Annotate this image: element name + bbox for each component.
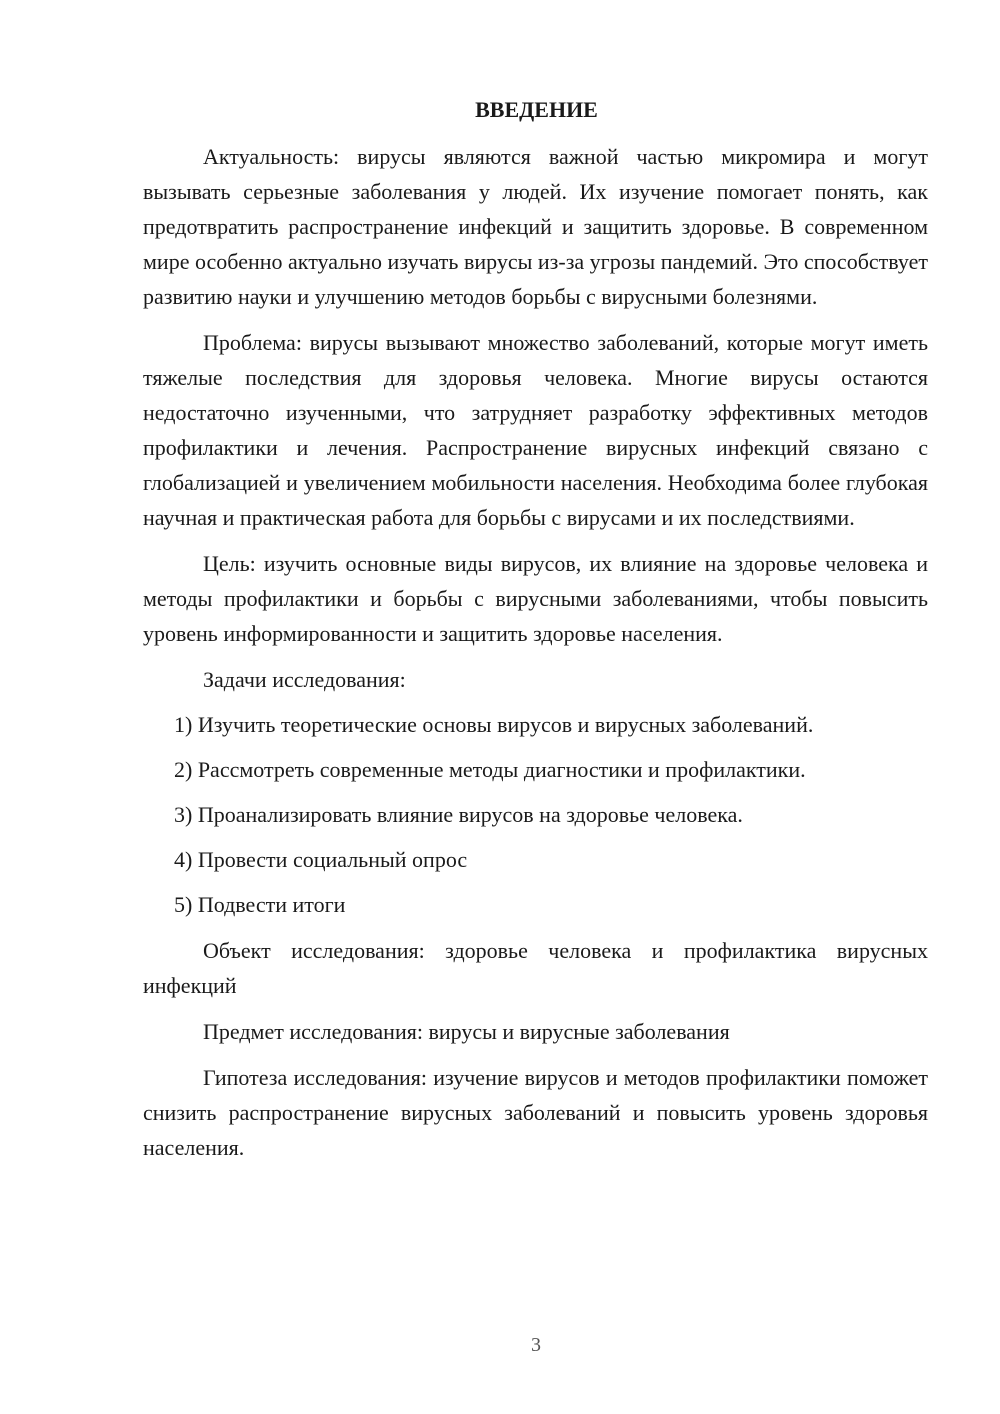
tasks-heading: Задачи исследования: — [203, 667, 406, 692]
task-item: 2) Рассмотреть современные методы диагностики и профилактики. — [174, 757, 806, 782]
task-item: 4) Провести социальный опрос — [174, 847, 468, 872]
task-item: 5) Подвести итоги — [174, 892, 346, 917]
object-paragraph: Объект исследования: здоровье человека и профилактика вирусных инфекций — [143, 938, 928, 998]
task-item: 3) Проанализировать влияние вирусов на здоровье человека. — [174, 802, 743, 827]
page-number: 3 — [531, 1334, 541, 1356]
hypothesis-paragraph: Гипотеза исследования: изучение вирусов и методов профилактики поможет снизить распространение вирусных заболеваний и повысить уровень здоровья населения. — [143, 1065, 928, 1160]
document-body — [143, 95, 928, 1165]
tasks-list — [143, 707, 928, 922]
relevance-paragraph: Актуальность: вирусы являются важной частью микромира и могут вызывать серьезные заболевания у людей. Их изучение помогает понять, как предотвратить распространение инфекций и защитить здоровье. В современном мире особенно актуально изучать вирусы из-за угрозы пандемий. Это способствует развитию науки и улучшению методов борьбы с вирусными болезнями. — [143, 144, 928, 309]
problem-paragraph: Проблема: вирусы вызывают множество заболеваний, которые могут иметь тяжелые последствия для здоровья человека. Многие вирусы остаются недостаточно изученными, что затрудняет разработку эффективных методов профилактики и лечения. Распространение вирусных инфекций связано с глобализацией и увеличением мобильности населения. Необходима более глубокая научная и практическая работа для борьбы с вирусами и их последствиями. — [143, 330, 928, 530]
page-title: ВВЕДЕНИЕ — [475, 97, 598, 122]
subject-paragraph: Предмет исследования: вирусы и вирусные заболевания — [203, 1019, 730, 1044]
task-item: 1) Изучить теоретические основы вирусов и вирусных заболеваний. — [174, 712, 814, 737]
goal-paragraph: Цель: изучить основные виды вирусов, их влияние на здоровье человека и методы профилактики и борьбы с вирусными заболеваниями, чтобы повысить уровень информированности и защитить здоровье населения. — [143, 551, 928, 646]
